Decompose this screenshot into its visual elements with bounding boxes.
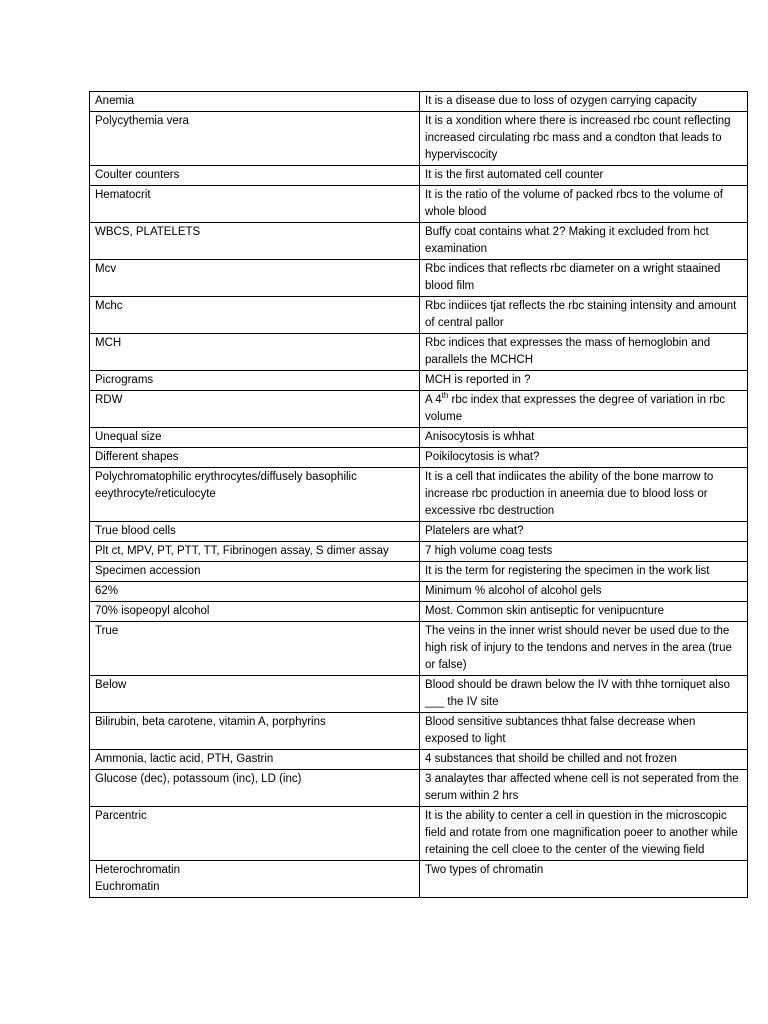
term-cell: Plt ct, MPV, PT, PTT, TT, Fibrinogen assay, S dimer assay (90, 542, 420, 562)
table-row (90, 186, 748, 223)
table-row (90, 582, 748, 602)
table-row (90, 602, 748, 622)
term-cell: Parcentric (90, 807, 420, 861)
flashcard-table (89, 91, 748, 898)
definition-cell: Poikilocytosis is what? (420, 448, 748, 468)
table-row (90, 448, 748, 468)
definition-cell: 4 substances that shoild be chilled and not frozen (420, 750, 748, 770)
table-row (90, 166, 748, 186)
ordinal-suffix: th (441, 391, 449, 401)
term-cell (90, 861, 420, 898)
term-cell: Ammonia, lactic acid, PTH, Gastrin (90, 750, 420, 770)
table-row (90, 260, 748, 297)
table-row (90, 713, 748, 750)
definition-cell: It is the term for registering the specimen in the work list (420, 562, 748, 582)
table-row (90, 562, 748, 582)
table-row (90, 622, 748, 676)
table-row (90, 223, 748, 260)
definition-cell: It is a xondition where there is increased rbc count reflecting increased circulating rbc mass and a condton that leads to hyperviscocity (420, 112, 748, 166)
term-cell: Bilirubin, beta carotene, vitamin A, porphyrins (90, 713, 420, 750)
term-cell: Hematocrit (90, 186, 420, 223)
definition-cell: Minimum % alcohol of alcohol gels (420, 582, 748, 602)
definition-text: rbc index that expresses the degree of variation in rbc volume (425, 394, 726, 423)
table-row (90, 542, 748, 562)
term-cell: Coulter counters (90, 166, 420, 186)
definition-cell: Rbc indiices tjat reflects the rbc staining intensity and amount of central pallor (420, 297, 748, 334)
definition-cell: Blood should be drawn below the IV with thhe torniquet also ___ the IV site (420, 676, 748, 713)
term-line: Heterochromatin (95, 864, 181, 876)
definition-cell: It is the first automated cell counter (420, 166, 748, 186)
term-cell: Unequal size (90, 428, 420, 448)
definition-cell: Buffy coat contains what 2? Making it excluded from hct examination (420, 223, 748, 260)
definition-cell: Anisocytosis is whhat (420, 428, 748, 448)
term-cell: 70% isopeopyl alcohol (90, 602, 420, 622)
table-row (90, 112, 748, 166)
definition-cell: It is the ratio of the volume of packed rbcs to the volume of whole blood (420, 186, 748, 223)
definition-cell: 3 analaytes thar affected whene cell is not seperated from the serum within 2 hrs (420, 770, 748, 807)
definition-cell: Two types of chromatin (420, 861, 748, 898)
definition-cell: Rbc indices that expresses the mass of hemoglobin and parallels the MCHCH (420, 334, 748, 371)
definition-text: A 4 (425, 394, 442, 406)
term-cell: Polycythemia vera (90, 112, 420, 166)
table-row (90, 750, 748, 770)
table-row (90, 334, 748, 371)
definition-cell: Blood sensitive subtances thhat false decrease when exposed to light (420, 713, 748, 750)
term-cell: Specimen accession (90, 562, 420, 582)
term-cell: Below (90, 676, 420, 713)
definition-cell (420, 391, 748, 428)
definition-cell: It is a cell that indiicates the ability of the bone marrow to increase rbc production in aneemia due to blood loss or excessive rbc destruction (420, 468, 748, 522)
term-cell: Mcv (90, 260, 420, 297)
table-row (90, 92, 748, 112)
definition-cell: Platelers are what? (420, 522, 748, 542)
definition-cell: It is the ability to center a cell in question in the microscopic field and rotate from one magnification poeer to another while retaining the cell cloee to the center of the viewing field (420, 807, 748, 861)
table-row (90, 807, 748, 861)
term-cell: MCH (90, 334, 420, 371)
table-row (90, 391, 748, 428)
term-cell: Polychromatophilic erythrocytes/diffusely basophilic eeythrocyte/reticulocyte (90, 468, 420, 522)
term-cell: Glucose (dec), potassoum (inc), LD (inc) (90, 770, 420, 807)
definition-cell: It is a disease due to loss of ozygen carrying capacity (420, 92, 748, 112)
definition-cell: MCH is reported in ? (420, 371, 748, 391)
definition-cell: Most. Common skin antiseptic for venipucnture (420, 602, 748, 622)
term-cell: 62% (90, 582, 420, 602)
definition-cell: 7 high volume coag tests (420, 542, 748, 562)
term-line: Euchromatin (95, 881, 160, 893)
term-cell: Picrograms (90, 371, 420, 391)
term-cell: RDW (90, 391, 420, 428)
table-row (90, 297, 748, 334)
table-row (90, 522, 748, 542)
term-cell: WBCS, PLATELETS (90, 223, 420, 260)
term-cell: True blood cells (90, 522, 420, 542)
table-row (90, 371, 748, 391)
term-cell: Anemia (90, 92, 420, 112)
definition-cell: The veins in the inner wrist should never be used due to the high risk of injury to the tendons and nerves in the area (true or false) (420, 622, 748, 676)
table-row (90, 770, 748, 807)
table-row (90, 468, 748, 522)
term-cell: Mchc (90, 297, 420, 334)
term-cell: Different shapes (90, 448, 420, 468)
table-row (90, 428, 748, 448)
table-row (90, 861, 748, 898)
term-cell: True (90, 622, 420, 676)
table-row (90, 676, 748, 713)
definition-cell: Rbc indices that reflects rbc diameter on a wright staained blood film (420, 260, 748, 297)
